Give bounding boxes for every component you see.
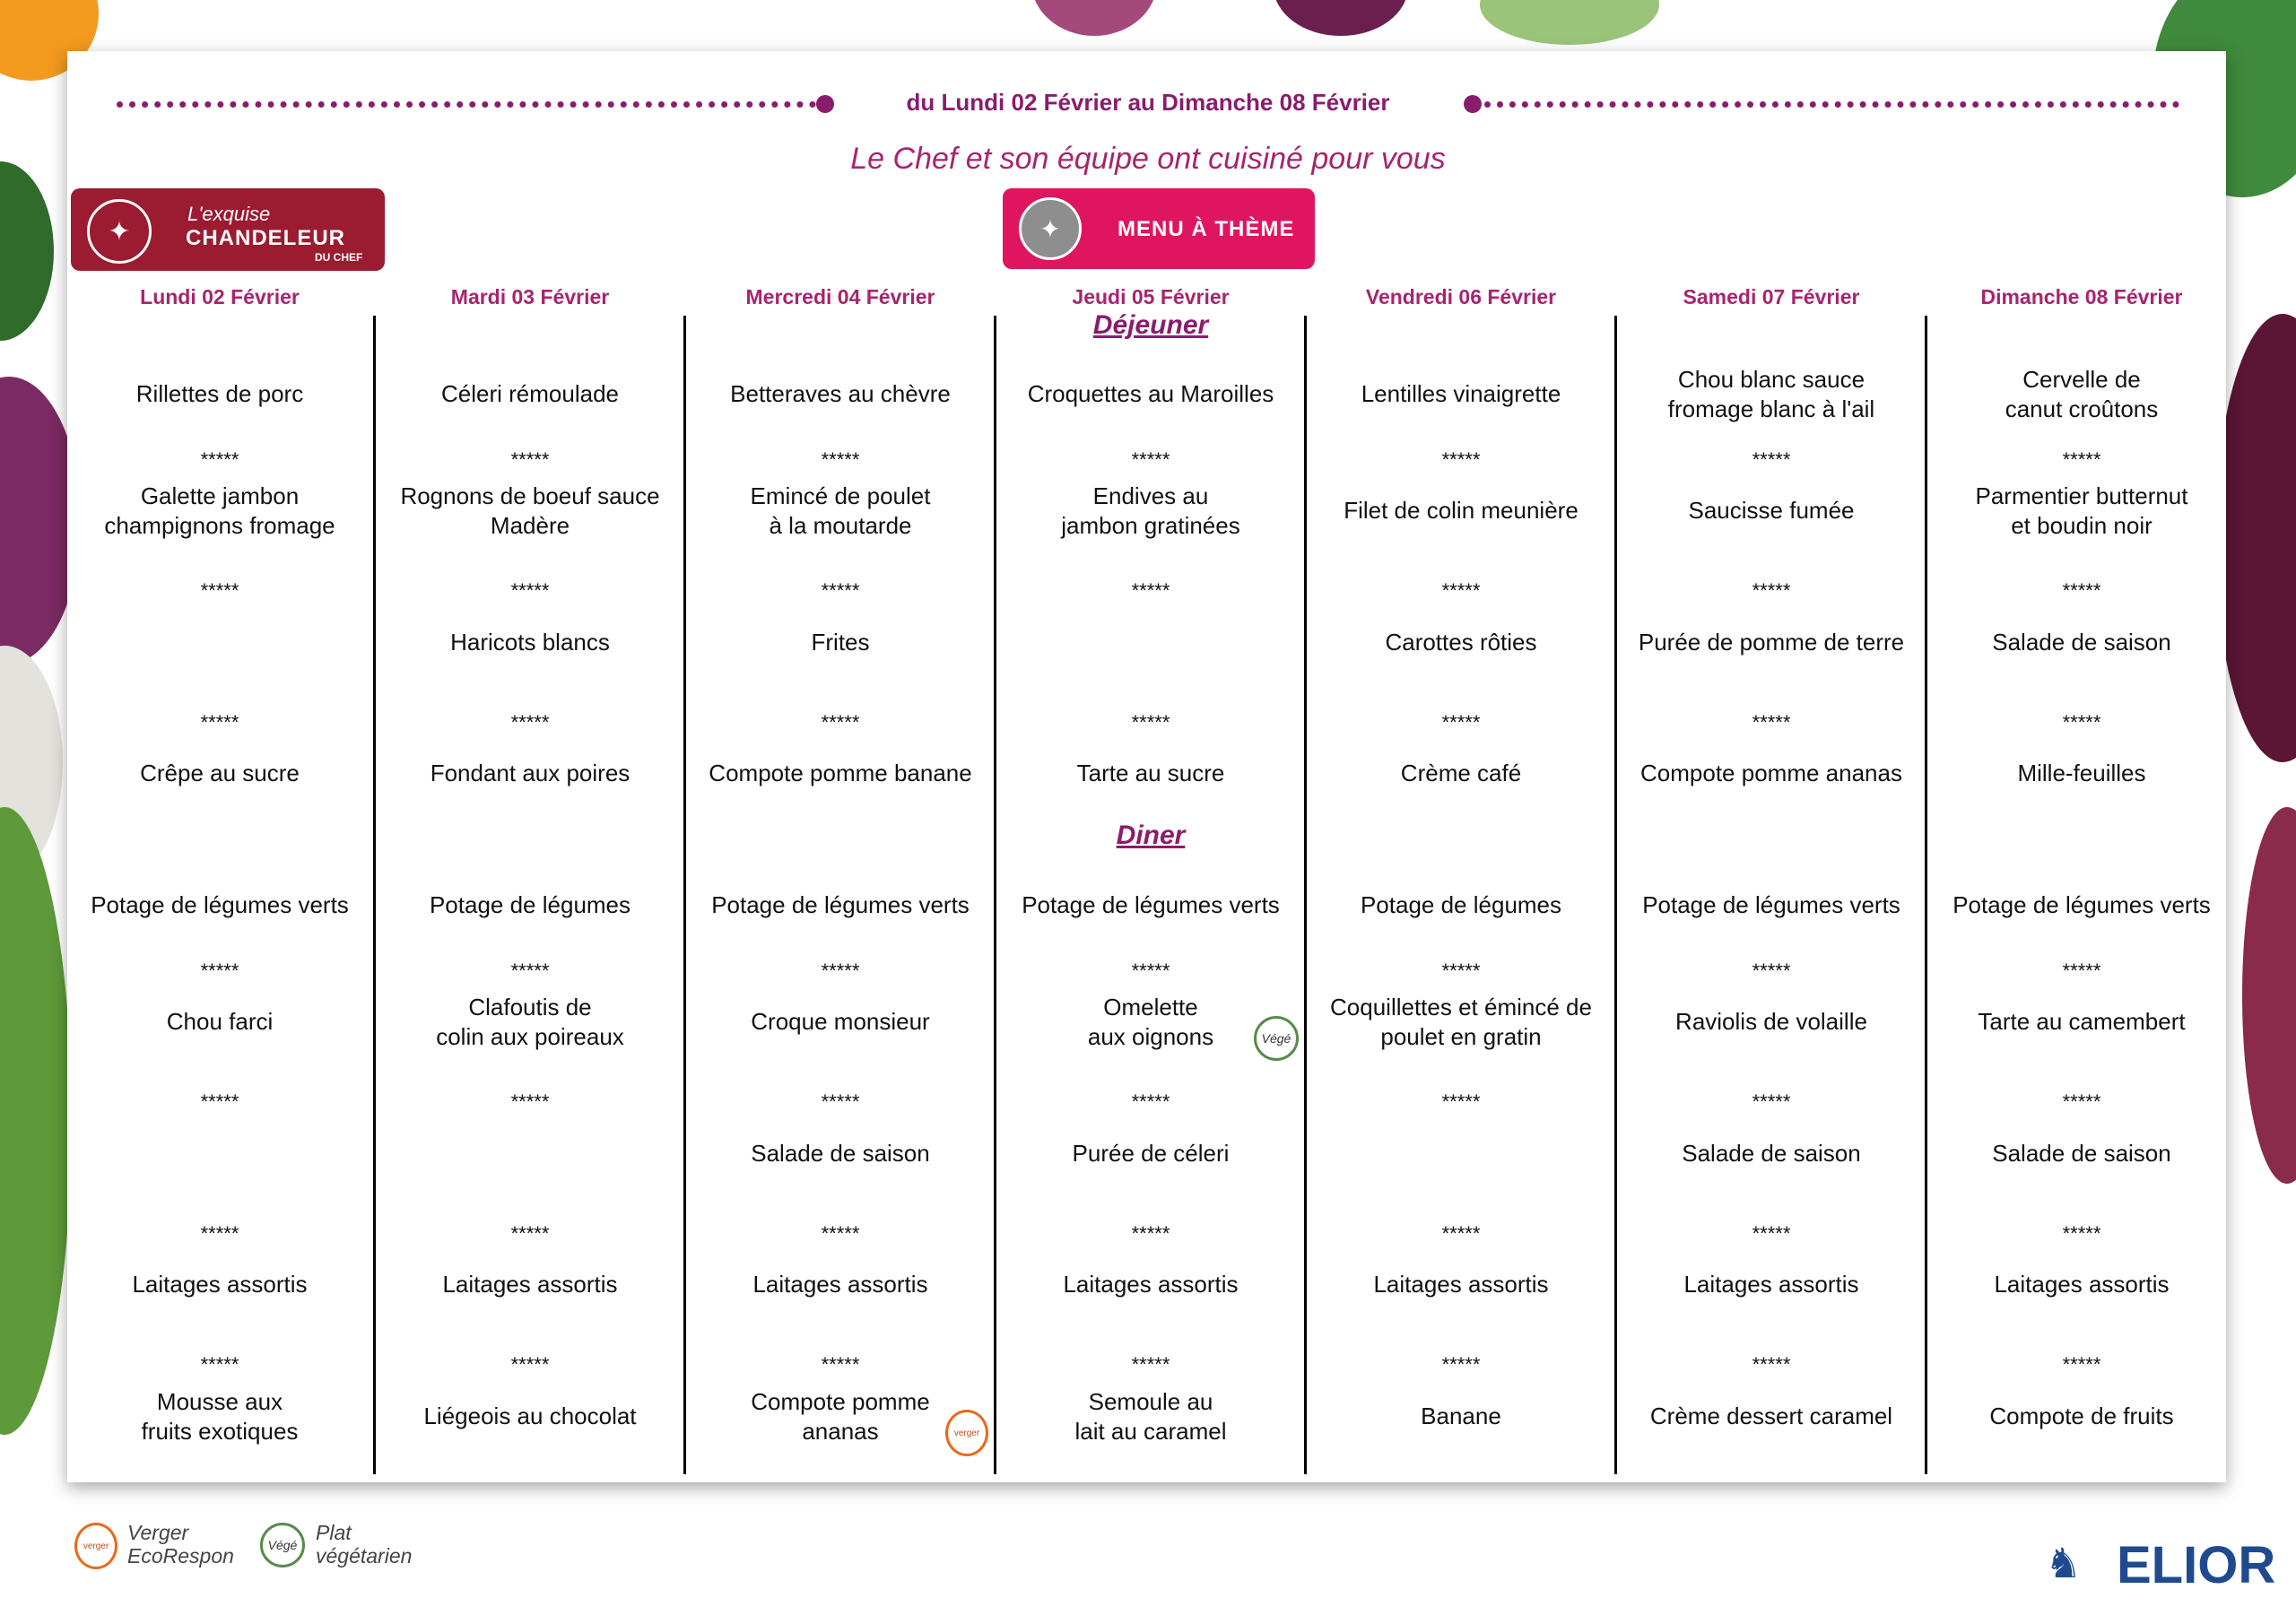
- course-separator: *****: [510, 1222, 550, 1245]
- dish-item: Compote pomme banane: [709, 760, 972, 786]
- course-separator: *****: [1752, 1222, 1791, 1245]
- dotted-line-right: [1484, 101, 2179, 115]
- course-separator: *****: [821, 579, 860, 602]
- dish-item: Laitages assortis: [1683, 1271, 1859, 1298]
- dish-item: Betteraves au chèvre: [730, 380, 951, 407]
- dish-item: Clafoutis de colin aux poireaux: [436, 994, 624, 1050]
- dish-item: Tarte au sucre: [1076, 760, 1225, 786]
- verger-icon: verger: [945, 1410, 988, 1456]
- badge-line-2: CHANDELEUR: [186, 226, 345, 250]
- course-separator: *****: [821, 448, 860, 471]
- dish-item: Emincé de poulet à la moutarde: [750, 482, 931, 539]
- dish-item: Potage de légumes verts: [711, 891, 970, 918]
- day-header: Lundi 02 Février: [140, 285, 300, 308]
- dish-item: Endives au jambon gratinées: [1061, 482, 1240, 539]
- legend-verger-icon: verger: [74, 1523, 117, 1569]
- dish-item: Laitages assortis: [1994, 1271, 2170, 1298]
- course-separator: *****: [1752, 1090, 1791, 1113]
- lunch-label: Déjeuner: [1092, 310, 1209, 340]
- dish-item: Laitages assortis: [1063, 1271, 1239, 1298]
- day-header: Dimanche 08 Février: [1980, 285, 2183, 308]
- dish-item: Rognons de boeuf sauce Madère: [400, 482, 660, 539]
- day-header: Mercredi 04 Février: [745, 285, 935, 308]
- dish-item: Crème café: [1400, 760, 1522, 786]
- dish-item: Mousse aux fruits exotiques: [141, 1388, 299, 1445]
- dish-item: Potage de légumes verts: [1952, 891, 2211, 918]
- course-separator: *****: [1131, 711, 1170, 734]
- dish-item: Fondant aux poires: [430, 760, 631, 786]
- crepe-icon: ✦: [87, 199, 152, 264]
- course-separator: *****: [1752, 960, 1791, 982]
- course-separator: *****: [1441, 448, 1481, 471]
- turnip-decoration: [1274, 0, 1408, 36]
- leaf-decoration: [1480, 0, 1659, 45]
- dish-item: Mille-feuilles: [2017, 760, 2146, 786]
- dish-item: Potage de légumes verts: [1642, 891, 1900, 918]
- dish-item: Liégeois au chocolat: [423, 1403, 637, 1429]
- course-separator: *****: [200, 711, 239, 734]
- course-separator: *****: [1752, 448, 1791, 471]
- course-separator: *****: [821, 711, 860, 734]
- dish-item: Lentilles vinaigrette: [1361, 380, 1561, 407]
- dish-item: Compote pomme ananas: [1640, 760, 1902, 786]
- course-separator: *****: [2062, 960, 2101, 982]
- course-separator: *****: [510, 960, 550, 982]
- course-separator: *****: [1131, 1222, 1170, 1245]
- course-separator: *****: [200, 579, 239, 602]
- course-separator: *****: [1441, 1090, 1481, 1113]
- dish-item: Galette jambon champignons fromage: [104, 482, 335, 539]
- course-separator: *****: [1131, 1353, 1170, 1376]
- chandeleur-badge: [71, 188, 385, 271]
- theme-menu-button[interactable]: [1003, 188, 1315, 269]
- bull-icon: ♞: [2045, 1540, 2083, 1586]
- dish-item: Purée de céleri: [1072, 1140, 1230, 1167]
- dish-item: Laitages assortis: [752, 1271, 928, 1298]
- dish-item: Haricots blancs: [450, 629, 610, 656]
- dish-item: Potage de légumes: [429, 891, 631, 918]
- day-header: Mardi 03 Février: [450, 285, 610, 308]
- dish-item: Salade de saison: [1992, 1140, 2171, 1167]
- dish-item: Saucisse fumée: [1688, 497, 1855, 524]
- course-separator: *****: [510, 579, 550, 602]
- course-separator: *****: [1441, 1353, 1481, 1376]
- legend-vegetarian-icon: Végé: [260, 1523, 305, 1568]
- course-separator: *****: [510, 1353, 550, 1376]
- dish-item: Semoule au lait au caramel: [1074, 1388, 1227, 1445]
- day-header: Vendredi 06 Février: [1365, 285, 1557, 308]
- course-separator: *****: [1441, 960, 1481, 982]
- dish-item: Compote de fruits: [1989, 1403, 2174, 1429]
- dish-item: Crêpe au sucre: [140, 760, 300, 786]
- dish-item: Purée de pomme de terre: [1638, 629, 1905, 656]
- dish-item: Filet de colin meunière: [1344, 497, 1578, 524]
- course-separator: *****: [200, 448, 239, 471]
- course-separator: *****: [1752, 711, 1791, 734]
- course-separator: *****: [200, 1090, 239, 1113]
- dish-item: Laitages assortis: [132, 1271, 308, 1298]
- course-separator: *****: [1441, 579, 1481, 602]
- course-separator: *****: [1441, 711, 1481, 734]
- dotted-line-right-start: [1464, 95, 1482, 113]
- course-separator: *****: [2062, 1090, 2101, 1113]
- dish-item: Rillettes de porc: [135, 380, 304, 407]
- brand-name: ELIOR: [2117, 1536, 2276, 1594]
- dish-item: Potage de légumes verts: [91, 891, 349, 918]
- dish-item: Salade de saison: [1682, 1140, 1861, 1167]
- theme-menu-label: MENU À THÈME: [1118, 217, 1295, 241]
- dish-item: Coquillettes et émincé de poulet en gratin: [1330, 994, 1592, 1050]
- course-separator: *****: [821, 1353, 860, 1376]
- day-header: Samedi 07 Février: [1683, 285, 1860, 308]
- course-separator: *****: [1752, 579, 1791, 602]
- course-separator: *****: [2062, 711, 2101, 734]
- course-separator: *****: [510, 448, 550, 471]
- course-separator: *****: [821, 1090, 860, 1113]
- course-separator: *****: [821, 1222, 860, 1245]
- dish-item: Parmentier butternut et boudin noir: [1975, 482, 2188, 539]
- course-separator: *****: [1752, 1353, 1791, 1376]
- dish-item: Tarte au camembert: [1978, 1008, 2186, 1035]
- dish-item: Crème dessert caramel: [1649, 1403, 1893, 1429]
- course-separator: *****: [2062, 579, 2101, 602]
- badge-line-3: DU CHEF: [315, 251, 363, 264]
- legend-vegetarian-label: Plat végétarien: [316, 1521, 413, 1568]
- dish-item: Salade de saison: [751, 1140, 930, 1167]
- course-separator: *****: [2062, 1222, 2101, 1245]
- crepe-icon: ✦: [1019, 197, 1082, 260]
- course-separator: *****: [1131, 579, 1170, 602]
- beetroot-decoration: [2242, 807, 2296, 1184]
- course-separator: *****: [200, 960, 239, 982]
- legend-verger-label: Verger EcoRespon: [127, 1521, 234, 1568]
- dish-item: Céleri rémoulade: [441, 380, 619, 407]
- dish-item: Croquettes au Maroilles: [1027, 380, 1274, 407]
- course-separator: *****: [821, 960, 860, 982]
- dish-item: Banane: [1421, 1403, 1501, 1429]
- dish-item: Chou blanc sauce fromage blanc à l'ail: [1667, 366, 1875, 422]
- course-separator: *****: [1441, 1222, 1481, 1245]
- kale-decoration: [0, 807, 72, 1435]
- dinner-label: Diner: [1116, 821, 1186, 850]
- course-separator: *****: [1131, 1090, 1170, 1113]
- day-header: Jeudi 05 Février: [1072, 285, 1230, 308]
- dish-item: Salade de saison: [1992, 629, 2171, 656]
- page-subtitle: Le Chef et son équipe ont cuisiné pour vous: [850, 142, 1446, 176]
- course-separator: *****: [510, 711, 550, 734]
- dish-item: Cervelle de canut croûtons: [2005, 366, 2159, 422]
- dish-item: Chou farci: [166, 1008, 274, 1035]
- course-separator: *****: [510, 1090, 550, 1113]
- dish-item: Frites: [811, 629, 870, 656]
- dish-item: Carottes rôties: [1385, 629, 1537, 656]
- turnip-decoration: [1031, 0, 1157, 36]
- dish-item: Compote pomme ananas: [751, 1388, 930, 1445]
- period-title: du Lundi 02 Février au Dimanche 08 Février: [906, 89, 1390, 116]
- dish-item: Potage de légumes: [1360, 891, 1562, 918]
- dish-item: Potage de légumes verts: [1022, 891, 1280, 918]
- dish-item: Raviolis de volaille: [1675, 1008, 1867, 1035]
- dish-item: Croque monsieur: [751, 1008, 930, 1035]
- leaf-decoration: [0, 161, 54, 341]
- badge-line-1: L'exquise: [187, 203, 271, 225]
- course-separator: *****: [1131, 448, 1170, 471]
- course-separator: *****: [1131, 960, 1170, 982]
- course-separator: *****: [2062, 1353, 2101, 1376]
- course-separator: *****: [200, 1353, 239, 1376]
- dish-item: Omelette aux oignons: [1087, 994, 1214, 1050]
- vegetarian-icon: Végé: [1254, 1016, 1299, 1061]
- dish-item: Laitages assortis: [442, 1271, 618, 1298]
- course-separator: *****: [2062, 448, 2101, 471]
- dish-item: Laitages assortis: [1373, 1271, 1549, 1298]
- course-separator: *****: [200, 1222, 239, 1245]
